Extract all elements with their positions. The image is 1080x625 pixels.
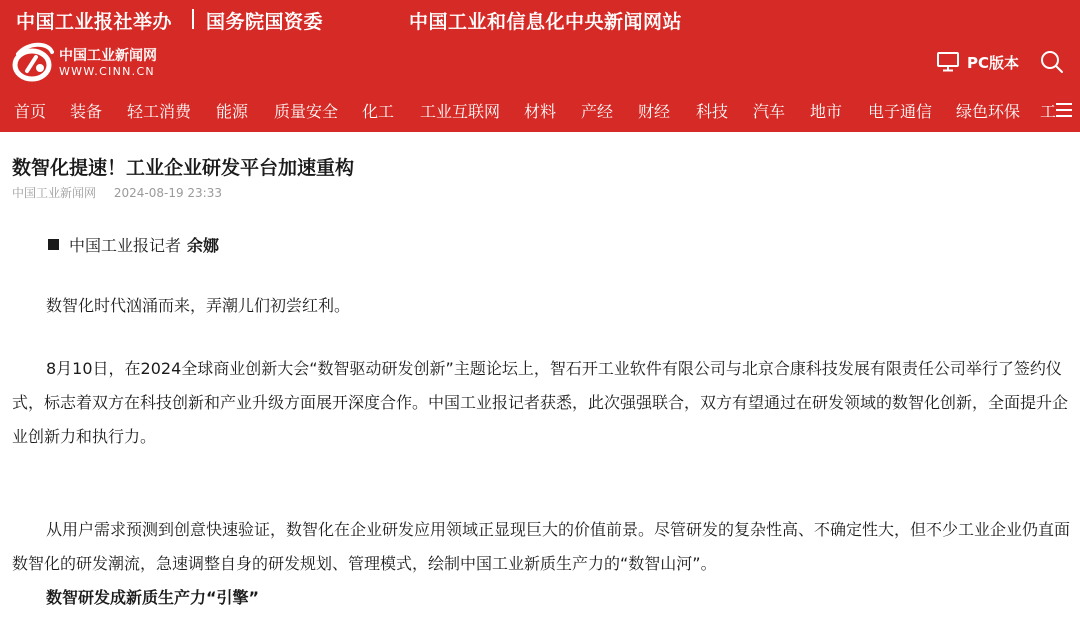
- pc-version-label: PC版本: [967, 53, 1020, 72]
- nav-item[interactable]: 首页: [14, 102, 47, 121]
- monitor-icon: [937, 52, 959, 72]
- article-byline: [48, 233, 219, 256]
- nav-item[interactable]: 产经: [581, 102, 614, 121]
- search-icon[interactable]: [1040, 50, 1064, 74]
- nav-item[interactable]: 电子通信: [868, 102, 933, 121]
- nav-item[interactable]: 汽车: [753, 102, 786, 121]
- nav-item[interactable]: 化工: [362, 102, 395, 121]
- article-datetime: 2024-08-19 23:33: [113, 186, 222, 200]
- site-logo[interactable]: [12, 44, 162, 84]
- nav-item[interactable]: 科技: [696, 102, 729, 121]
- article-subheading: 数智研发成新质生产力“引擎”: [46, 588, 260, 607]
- site-header: [0, 0, 1080, 132]
- nav-item[interactable]: 质量安全: [274, 102, 339, 121]
- nav-item[interactable]: 工: [1040, 102, 1057, 121]
- article-paragraph: 从用户需求预测到创意快速验证，数智化在企业研发应用领域正显现巨大的价值前景。尽管研发的复杂性高、不确定性大，但不少工业企业仍直面数智化的研发潮流，急速调整自身的研发规划、管理模式，绘制中国工业新质生产力的“数智山河”。: [12, 520, 1071, 573]
- logo-icon: [12, 44, 54, 82]
- nav-item[interactable]: 地市: [810, 102, 843, 121]
- article-paragraph: 数智化时代汹涌而来，弄潮儿们初尝红利。: [46, 296, 351, 315]
- sponsor-text: 中国工业报社举办: [16, 11, 173, 33]
- nav-item[interactable]: 能源: [216, 102, 249, 121]
- logo-url: WWW.CINN.CN: [59, 65, 155, 78]
- divider: [192, 9, 194, 29]
- article-meta: [12, 184, 222, 201]
- sasac-text: 国务院国资委: [206, 11, 324, 33]
- nav-item[interactable]: 绿色环保: [956, 102, 1021, 121]
- article-paragraph: 8月10日，在2024全球商业创新大会“数智驱动研发创新”主题论坛上，智石开工业软件有限公司与北京合康科技发展有限责任公司举行了签约仪式，标志着双方在科技创新和产业升级方面展开深度合作。中国工业报记者获悉，此次强强联合，双方有望通过在研发领域的数智化创新，全面提升企业创新力和执行力。: [12, 359, 1069, 446]
- nav-item[interactable]: 财经: [638, 102, 671, 121]
- logo-name: 中国工业新闻网: [59, 48, 157, 64]
- nav-item[interactable]: 工业互联网: [420, 102, 501, 121]
- nav-item[interactable]: 轻工消费: [127, 102, 192, 121]
- byline-prefix: 中国工业报记者: [69, 236, 182, 255]
- hamburger-menu-icon[interactable]: [1054, 100, 1074, 120]
- byline-author: 余娜: [187, 236, 220, 255]
- nav-item[interactable]: 装备: [70, 102, 103, 121]
- central-site-text: 中国工业和信息化中央新闻网站: [409, 11, 683, 33]
- square-bullet-icon: [48, 239, 59, 250]
- article-source[interactable]: 中国工业新闻网: [12, 186, 97, 200]
- article-title: 数智化提速！工业企业研发平台加速重构: [12, 157, 355, 179]
- nav-item[interactable]: 材料: [524, 102, 557, 121]
- top-strip: [0, 0, 1080, 38]
- main-nav: [0, 96, 1057, 126]
- pc-version-button[interactable]: [937, 51, 1019, 73]
